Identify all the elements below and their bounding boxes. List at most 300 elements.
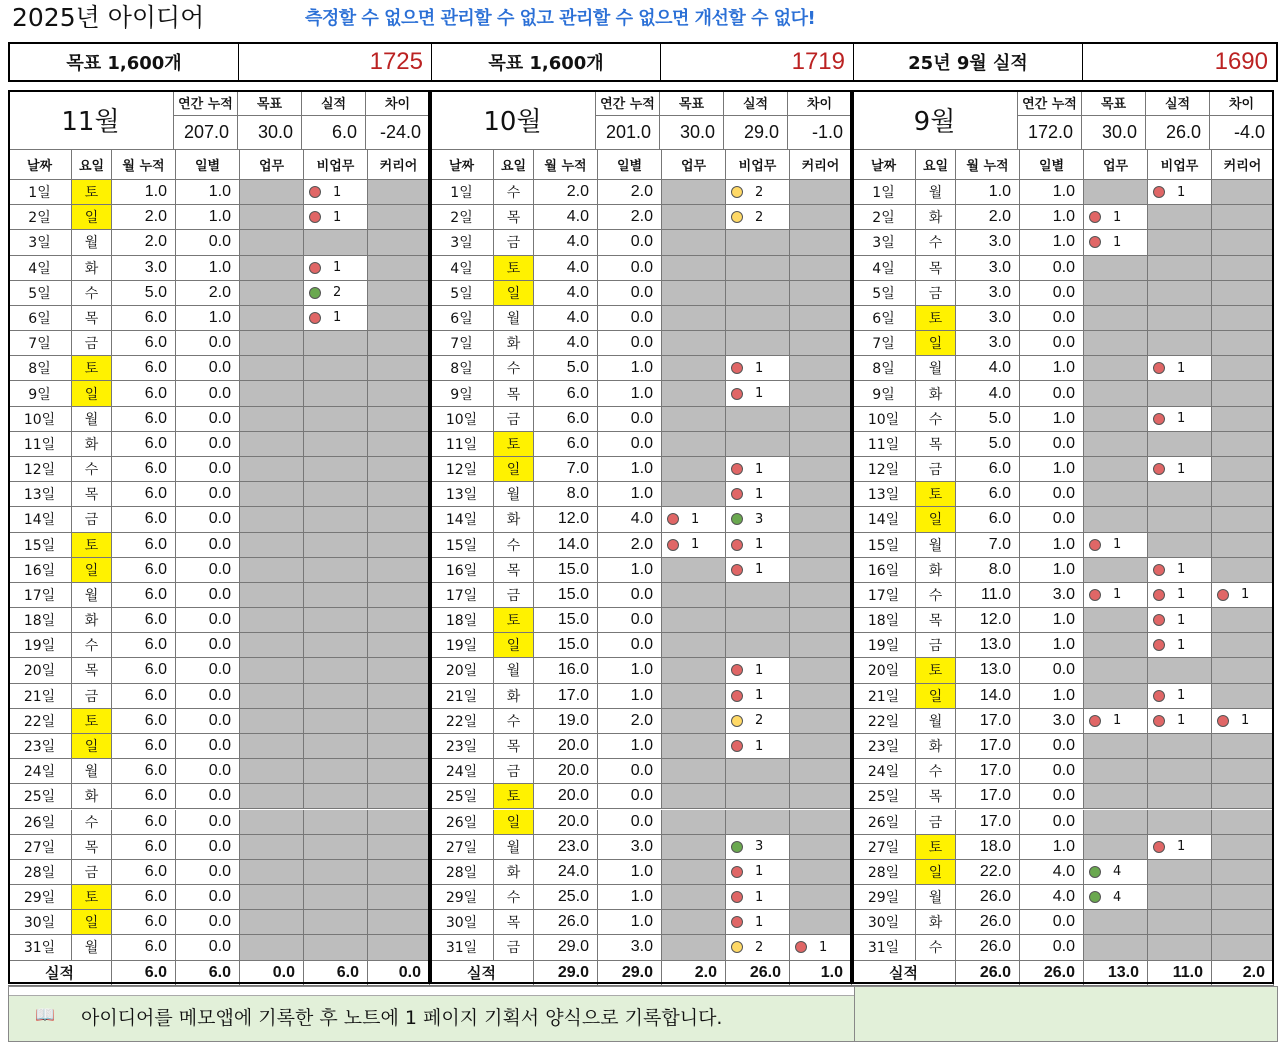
count-value: 1 (1177, 612, 1186, 628)
nonwork-cell (304, 583, 368, 608)
work-cell (1084, 407, 1148, 432)
daily-cell: 0.0 (1020, 507, 1084, 532)
daily-cell: 4.0 (1020, 860, 1084, 885)
nonwork-cell (304, 709, 368, 734)
weekday-cell: 토 (494, 784, 534, 809)
count-value: 1 (1113, 537, 1122, 553)
weekday-cell: 월 (72, 759, 112, 784)
work-cell (662, 684, 726, 709)
date-cell: 15일 (8, 533, 72, 558)
work-cell (1084, 507, 1148, 532)
daily-cell: 0.0 (176, 633, 240, 658)
date-cell: 7일 (8, 331, 72, 356)
career-cell (790, 432, 852, 457)
month-cum-cell: 6.0 (112, 684, 176, 709)
work-cell (1084, 709, 1148, 734)
month-cum-cell: 6.0 (956, 507, 1020, 532)
red-status-dot-icon (731, 664, 743, 676)
career-cell (368, 230, 430, 255)
career-cell (368, 331, 430, 356)
count-value: 1 (1177, 360, 1186, 376)
career-cell (790, 860, 852, 885)
red-status-dot-icon (1153, 614, 1165, 626)
nonwork-cell (726, 860, 790, 885)
career-cell (790, 784, 852, 809)
subheader-nonwork: 비업무 (726, 150, 790, 180)
weekday-cell: 금 (494, 230, 534, 255)
career-cell (368, 381, 430, 406)
nonwork-cell (304, 810, 368, 835)
month-cum-cell: 6.0 (112, 482, 176, 507)
header-target: 목표 (1082, 90, 1146, 116)
count-value: 1 (1177, 637, 1186, 653)
weekday-cell: 금 (72, 331, 112, 356)
weekday-cell: 화 (916, 558, 956, 583)
date-cell: 14일 (8, 507, 72, 532)
date-cell: 15일 (852, 533, 916, 558)
month-panel-0 (8, 90, 430, 984)
career-cell (1212, 583, 1274, 608)
work-cell (662, 407, 726, 432)
subheader-daily: 일별 (176, 150, 240, 180)
month-cum-cell: 13.0 (956, 658, 1020, 683)
work-cell (1084, 734, 1148, 759)
weekday-cell: 일 (494, 281, 534, 306)
daily-cell: 0.0 (176, 910, 240, 935)
nonwork-cell (1148, 558, 1212, 583)
date-cell: 8일 (852, 356, 916, 381)
nonwork-cell (726, 306, 790, 331)
totals-daily: 26.0 (1020, 961, 1084, 986)
month-cum-cell: 14.0 (534, 533, 598, 558)
work-cell (240, 759, 304, 784)
weekday-cell: 수 (916, 935, 956, 960)
weekday-cell: 금 (72, 684, 112, 709)
daily-cell: 0.0 (598, 810, 662, 835)
nonwork-cell (304, 407, 368, 432)
count-value: 3 (755, 839, 764, 855)
date-cell: 29일 (8, 885, 72, 910)
red-status-dot-icon (1089, 211, 1101, 223)
red-status-dot-icon (731, 564, 743, 576)
nonwork-cell (726, 533, 790, 558)
work-cell (662, 281, 726, 306)
career-cell (790, 709, 852, 734)
daily-cell: 0.0 (598, 759, 662, 784)
date-cell: 5일 (430, 281, 494, 306)
career-cell (790, 759, 852, 784)
work-cell (662, 230, 726, 255)
career-cell (1212, 633, 1274, 658)
weekday-cell: 화 (72, 608, 112, 633)
nonwork-cell (1148, 457, 1212, 482)
nonwork-cell (1148, 860, 1212, 885)
nonwork-cell (304, 281, 368, 306)
work-cell (240, 407, 304, 432)
weekday-cell: 월 (916, 180, 956, 205)
month-cum-cell: 6.0 (112, 734, 176, 759)
daily-cell: 0.0 (1020, 759, 1084, 784)
nonwork-cell (1148, 759, 1212, 784)
nonwork-cell (726, 558, 790, 583)
nonwork-cell (304, 684, 368, 709)
work-cell (662, 331, 726, 356)
daily-cell: 1.0 (1020, 533, 1084, 558)
date-cell: 12일 (852, 457, 916, 482)
totals-label: 실적 (8, 961, 112, 986)
date-cell: 27일 (8, 835, 72, 860)
value-target: 30.0 (238, 116, 302, 150)
daily-cell: 1.0 (598, 482, 662, 507)
work-cell (1084, 230, 1148, 255)
weekday-cell: 금 (494, 759, 534, 784)
career-cell (790, 810, 852, 835)
value-annual_cum: 207.0 (174, 116, 238, 150)
nonwork-cell (1148, 281, 1212, 306)
weekday-cell: 목 (494, 910, 534, 935)
work-cell (240, 633, 304, 658)
date-cell: 13일 (8, 482, 72, 507)
month-cum-cell: 15.0 (534, 633, 598, 658)
date-cell: 6일 (8, 306, 72, 331)
daily-cell: 1.0 (176, 306, 240, 331)
daily-cell: 1.0 (1020, 608, 1084, 633)
work-cell (1084, 306, 1148, 331)
month-cum-cell: 3.0 (956, 256, 1020, 281)
daily-cell: 0.0 (176, 533, 240, 558)
footer-note-bar (8, 986, 1278, 1042)
date-cell: 18일 (430, 608, 494, 633)
totals-career: 0.0 (368, 961, 430, 986)
daily-cell: 0.0 (176, 709, 240, 734)
work-cell (662, 860, 726, 885)
career-cell (368, 407, 430, 432)
career-cell (1212, 432, 1274, 457)
red-status-dot-icon (1089, 236, 1101, 248)
month-cum-cell: 15.0 (534, 608, 598, 633)
work-cell (240, 860, 304, 885)
green-status-dot-icon (309, 287, 321, 299)
daily-cell: 0.0 (176, 457, 240, 482)
work-cell (662, 583, 726, 608)
career-cell (1212, 381, 1274, 406)
month-cum-cell: 4.0 (534, 256, 598, 281)
nonwork-cell (1148, 482, 1212, 507)
work-cell (662, 457, 726, 482)
daily-cell: 0.0 (176, 230, 240, 255)
work-cell (240, 180, 304, 205)
count-value: 1 (755, 537, 764, 553)
date-cell: 26일 (430, 810, 494, 835)
month-cum-cell: 20.0 (534, 810, 598, 835)
month-cum-cell: 6.0 (112, 558, 176, 583)
daily-cell: 1.0 (1020, 180, 1084, 205)
weekday-cell: 화 (494, 331, 534, 356)
weekday-cell: 화 (494, 860, 534, 885)
date-cell: 2일 (430, 205, 494, 230)
count-value: 1 (1177, 713, 1186, 729)
subheader-daily: 일별 (1020, 150, 1084, 180)
daily-cell: 0.0 (176, 810, 240, 835)
nonwork-cell (726, 759, 790, 784)
header-annual_cum: 연간 누적 (596, 90, 660, 116)
daily-cell: 0.0 (176, 860, 240, 885)
work-cell (662, 734, 726, 759)
red-status-dot-icon (1089, 539, 1101, 551)
daily-cell: 1.0 (598, 381, 662, 406)
nonwork-cell (304, 935, 368, 960)
nonwork-cell (726, 885, 790, 910)
month-cum-cell: 13.0 (956, 633, 1020, 658)
totals-nonwork: 26.0 (726, 961, 790, 986)
career-cell (1212, 230, 1274, 255)
count-value: 1 (1177, 839, 1186, 855)
date-cell: 23일 (430, 734, 494, 759)
work-cell (662, 356, 726, 381)
month-cum-cell: 2.0 (534, 180, 598, 205)
career-cell (368, 784, 430, 809)
month-cum-cell: 1.0 (112, 180, 176, 205)
career-cell (1212, 306, 1274, 331)
totals-daily: 29.0 (598, 961, 662, 986)
red-status-dot-icon (731, 488, 743, 500)
work-cell (662, 759, 726, 784)
work-cell (1084, 810, 1148, 835)
nonwork-cell (726, 281, 790, 306)
red-status-dot-icon (309, 312, 321, 324)
weekday-cell: 일 (916, 684, 956, 709)
count-value: 1 (333, 209, 342, 225)
date-cell: 19일 (8, 633, 72, 658)
career-cell (1212, 331, 1274, 356)
weekday-cell: 월 (916, 885, 956, 910)
weekday-cell: 목 (494, 205, 534, 230)
nonwork-cell (726, 256, 790, 281)
red-status-dot-icon (1153, 715, 1165, 727)
date-cell: 21일 (430, 684, 494, 709)
nonwork-cell (304, 533, 368, 558)
month-cum-cell: 23.0 (534, 835, 598, 860)
count-value: 2 (755, 209, 764, 225)
daily-cell: 0.0 (176, 331, 240, 356)
work-cell (240, 608, 304, 633)
nonwork-cell (726, 205, 790, 230)
daily-cell: 0.0 (176, 835, 240, 860)
career-cell (1212, 608, 1274, 633)
count-value: 1 (755, 914, 764, 930)
red-status-dot-icon (309, 262, 321, 274)
month-cum-cell: 11.0 (956, 583, 1020, 608)
career-cell (1212, 482, 1274, 507)
work-cell (240, 734, 304, 759)
work-cell (240, 281, 304, 306)
month-cum-cell: 1.0 (956, 180, 1020, 205)
value-annual_cum: 172.0 (1018, 116, 1082, 150)
career-cell (1212, 205, 1274, 230)
work-cell (240, 835, 304, 860)
weekday-cell: 토 (494, 608, 534, 633)
career-cell (790, 256, 852, 281)
nonwork-cell (1148, 205, 1212, 230)
month-cum-cell: 24.0 (534, 860, 598, 885)
count-value: 1 (819, 939, 828, 955)
nonwork-cell (304, 432, 368, 457)
date-cell: 16일 (852, 558, 916, 583)
count-value: 1 (755, 864, 764, 880)
nonwork-cell (1148, 835, 1212, 860)
career-cell (790, 533, 852, 558)
subheader-month_cum: 월 누적 (534, 150, 598, 180)
date-cell: 31일 (8, 935, 72, 960)
month-cum-cell: 6.0 (112, 331, 176, 356)
daily-cell: 0.0 (598, 230, 662, 255)
nonwork-cell (1148, 709, 1212, 734)
totals-daily: 6.0 (176, 961, 240, 986)
date-cell: 1일 (8, 180, 72, 205)
daily-cell: 0.0 (598, 331, 662, 356)
weekday-cell: 월 (72, 407, 112, 432)
value-target: 30.0 (660, 116, 724, 150)
weekday-cell: 토 (494, 256, 534, 281)
daily-cell: 0.0 (1020, 432, 1084, 457)
month-cum-cell: 20.0 (534, 734, 598, 759)
work-cell (1084, 205, 1148, 230)
daily-cell: 1.0 (598, 860, 662, 885)
work-cell (1084, 608, 1148, 633)
work-cell (1084, 256, 1148, 281)
nonwork-cell (1148, 432, 1212, 457)
daily-cell: 0.0 (1020, 256, 1084, 281)
weekday-cell: 수 (494, 180, 534, 205)
date-cell: 21일 (8, 684, 72, 709)
date-cell: 13일 (430, 482, 494, 507)
subheader-work: 업무 (1084, 150, 1148, 180)
daily-cell: 1.0 (176, 256, 240, 281)
career-cell (368, 734, 430, 759)
daily-cell: 1.0 (1020, 356, 1084, 381)
nonwork-cell (304, 835, 368, 860)
work-cell (662, 835, 726, 860)
daily-cell: 0.0 (176, 558, 240, 583)
career-cell (790, 835, 852, 860)
date-cell: 4일 (852, 256, 916, 281)
totals-career: 1.0 (790, 961, 852, 986)
weekday-cell: 목 (916, 256, 956, 281)
date-cell: 29일 (430, 885, 494, 910)
red-status-dot-icon (1217, 589, 1229, 601)
subheader-weekday: 요일 (72, 150, 112, 180)
month-cum-cell: 26.0 (956, 935, 1020, 960)
career-cell (368, 205, 430, 230)
header-actual: 실적 (302, 90, 366, 116)
count-value: 1 (755, 360, 764, 376)
date-cell: 6일 (430, 306, 494, 331)
red-status-dot-icon (1153, 639, 1165, 651)
date-cell: 2일 (852, 205, 916, 230)
nonwork-cell (304, 230, 368, 255)
date-cell: 25일 (852, 784, 916, 809)
date-cell: 22일 (8, 709, 72, 734)
date-cell: 14일 (852, 507, 916, 532)
footer-strip (9, 987, 854, 996)
weekday-cell: 화 (72, 432, 112, 457)
date-cell: 3일 (852, 230, 916, 255)
daily-cell: 0.0 (598, 583, 662, 608)
weekday-cell: 일 (916, 507, 956, 532)
work-cell (1084, 885, 1148, 910)
nonwork-cell (726, 381, 790, 406)
nonwork-cell (726, 608, 790, 633)
month-cum-cell: 6.0 (112, 633, 176, 658)
date-cell: 1일 (852, 180, 916, 205)
weekday-cell: 수 (916, 230, 956, 255)
month-cum-cell: 6.0 (112, 457, 176, 482)
work-cell (1084, 432, 1148, 457)
totals-month_cum: 6.0 (112, 961, 176, 986)
date-cell: 15일 (430, 533, 494, 558)
weekday-cell: 토 (72, 533, 112, 558)
date-cell: 3일 (430, 230, 494, 255)
career-cell (790, 205, 852, 230)
red-status-dot-icon (1153, 413, 1165, 425)
date-cell: 24일 (430, 759, 494, 784)
red-status-dot-icon (1153, 186, 1165, 198)
daily-cell: 0.0 (1020, 784, 1084, 809)
month-cum-cell: 8.0 (534, 482, 598, 507)
nonwork-cell (726, 583, 790, 608)
daily-cell: 2.0 (598, 709, 662, 734)
header-annual_cum: 연간 누적 (174, 90, 238, 116)
weekday-cell: 수 (916, 759, 956, 784)
month-cum-cell: 6.0 (112, 507, 176, 532)
daily-cell: 0.0 (176, 608, 240, 633)
header-actual: 실적 (1146, 90, 1210, 116)
nonwork-cell (304, 180, 368, 205)
daily-cell: 1.0 (598, 457, 662, 482)
month-cum-cell: 8.0 (956, 558, 1020, 583)
daily-cell: 3.0 (1020, 583, 1084, 608)
daily-cell: 0.0 (176, 684, 240, 709)
totals-month_cum: 26.0 (956, 961, 1020, 986)
month-cum-cell: 3.0 (956, 306, 1020, 331)
daily-cell: 0.0 (176, 658, 240, 683)
career-cell (790, 482, 852, 507)
nonwork-cell (1148, 935, 1212, 960)
daily-cell: 0.0 (1020, 306, 1084, 331)
red-status-dot-icon (731, 539, 743, 551)
work-cell (662, 885, 726, 910)
nonwork-cell (1148, 331, 1212, 356)
weekday-cell: 금 (494, 935, 534, 960)
work-cell (240, 331, 304, 356)
month-cum-cell: 7.0 (956, 533, 1020, 558)
daily-cell: 0.0 (176, 885, 240, 910)
summary-label-10: 목표 1,600개 (432, 44, 661, 80)
nonwork-cell (1148, 407, 1212, 432)
daily-cell: 2.0 (598, 205, 662, 230)
subheader-date: 날짜 (852, 150, 916, 180)
count-value: 1 (1113, 234, 1122, 250)
month-cum-cell: 4.0 (956, 356, 1020, 381)
career-cell (790, 356, 852, 381)
weekday-cell: 일 (72, 910, 112, 935)
weekday-cell: 금 (916, 810, 956, 835)
slogan-text: 측정할 수 없으면 관리할 수 없고 관리할 수 없으면 개선할 수 없다! (305, 8, 816, 29)
month-cum-cell: 25.0 (534, 885, 598, 910)
nonwork-cell (304, 608, 368, 633)
header-target: 목표 (660, 90, 724, 116)
nonwork-cell (726, 658, 790, 683)
